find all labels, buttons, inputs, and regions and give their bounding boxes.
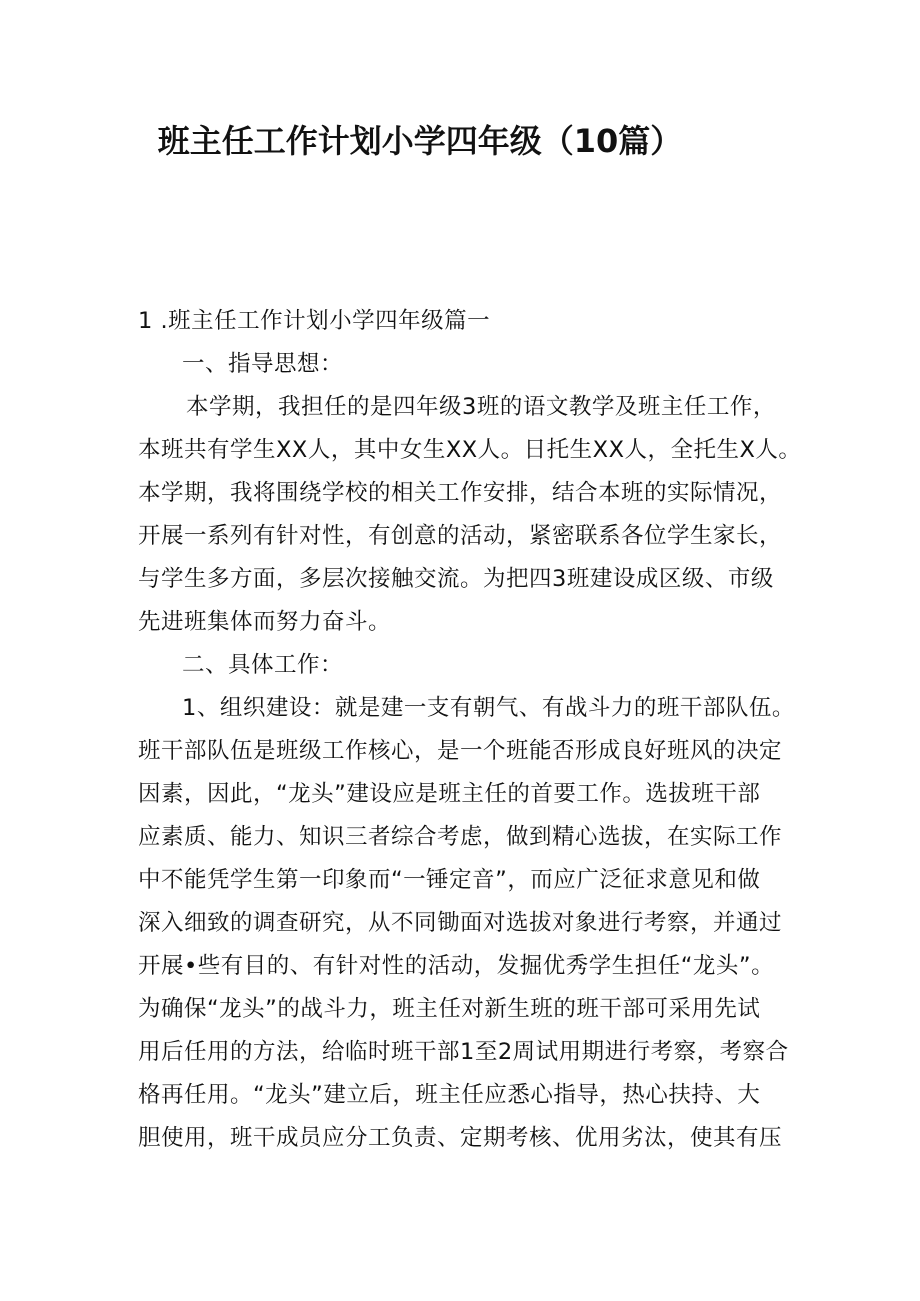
section-heading: 1 .班主任工作计划小学四年级篇一: [138, 308, 491, 334]
paragraph-line: 本班共有学生XX人，其中女生XX人。日托生XX人，全托生X人。: [138, 437, 802, 463]
paragraph-line: 先进班集体而努力奋斗。: [138, 609, 392, 635]
paragraph-line: 开展一系列有针对性，有创意的活动，紧密联系各位学生家长，: [138, 523, 783, 549]
paragraph-line: 应素质、能力、知识三者综合考虑，做到精心选拔，在实际工作: [138, 824, 783, 850]
paragraph-line: 因素，因此，“龙头”建设应是班主任的首要工作。选拔班干部: [138, 781, 761, 807]
paragraph-line: 班干部队伍是班级工作核心，是一个班能否形成良好班风的决定: [138, 738, 783, 764]
paragraph-line: 与学生多方面，多层次接触交流。为把四3班建设成区级、市级: [138, 566, 774, 592]
paragraph-line: 本学期，我担任的是四年级3班的语文教学及班主任工作，: [186, 394, 776, 420]
paragraph-line: 本学期，我将围绕学校的相关工作安排，结合本班的实际情况，: [138, 480, 783, 506]
document-title: 班主任工作计划小学四年级（10篇）: [157, 122, 683, 160]
paragraph-line: 为确保“龙头”的战斗力，班主任对新生班的班干部可采用先试: [138, 996, 761, 1022]
subheading: 一、指导思想：: [182, 351, 344, 377]
paragraph-line: 深入细致的调查研究，从不同锄面对选拔对象进行考察，并通过: [138, 910, 783, 936]
subheading: 二、具体工作：: [182, 652, 344, 678]
paragraph-line: 用后任用的方法，给临时班干部1至2周试用期进行考察，考察合: [138, 1039, 789, 1065]
paragraph-line: 1、组织建设：就是建一支有朝气、有战斗力的班干部队伍。: [182, 695, 795, 721]
paragraph-line: 格再任用。“龙头”建立后，班主任应悉心指导，热心扶持、大: [138, 1082, 761, 1108]
paragraph-line: 开展•些有目的、有针对性的活动，发掘优秀学生担任“龙头”。: [138, 953, 775, 979]
paragraph-line: 胆使用，班干成员应分工负责、定期考核、优用劣汰，使其有压: [138, 1125, 783, 1151]
paragraph-line: 中不能凭学生第一印象而“一锤定音”，而应广泛征求意见和做: [138, 867, 761, 893]
